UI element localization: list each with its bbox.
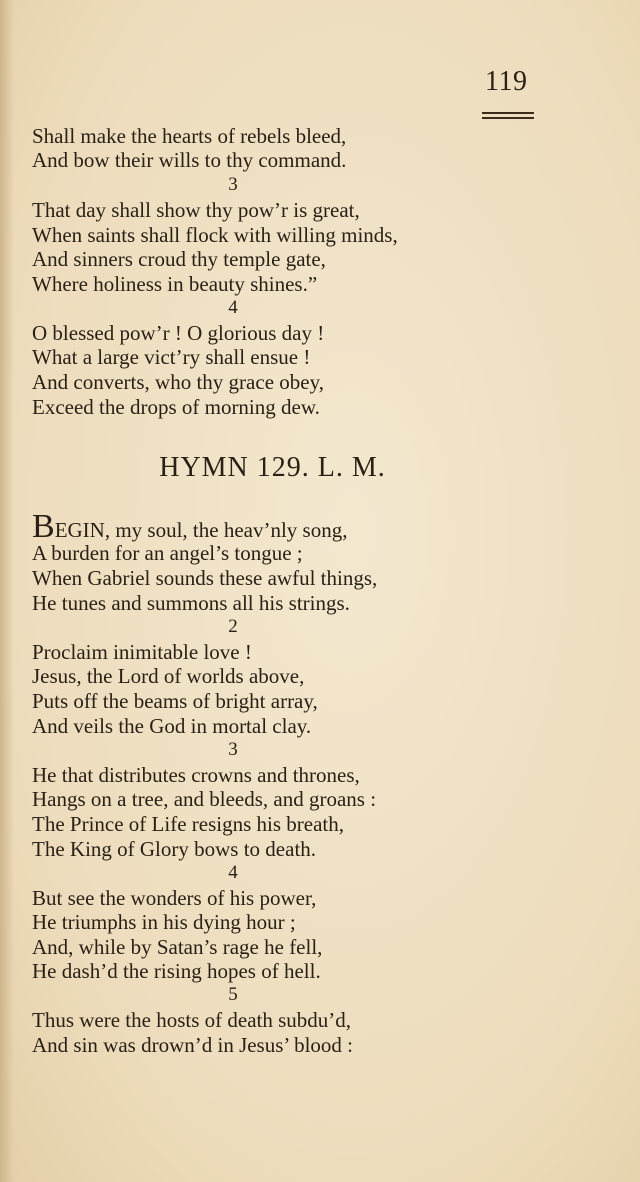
verse-line: When saints shall flock with willing minds, [32, 223, 398, 247]
stanza-number: 4 [228, 297, 238, 318]
verse-line: He tunes and summons all his strings. [32, 591, 350, 615]
verse-line: And veils the God in mortal clay. [32, 714, 312, 738]
verse-line: Shall make the hearts of rebels bleed, [32, 124, 347, 148]
stanza-number: 3 [228, 174, 238, 195]
stanza-number: 3 [228, 739, 238, 760]
verse-line: O blessed pow’r ! O glorious day ! [32, 321, 325, 345]
verse-line: Proclaim inimitable love ! [32, 640, 252, 664]
verse-line: And, while by Satan’s rage he fell, [32, 935, 323, 959]
verse-line: And sin was drown’d in Jesus’ blood : [32, 1033, 354, 1057]
stanza-number: 5 [228, 984, 238, 1005]
verse-line: He that distributes crowns and thrones, [32, 763, 360, 787]
verse-line: And converts, who thy grace obey, [32, 370, 324, 394]
verse-line: And sinners croud thy temple gate, [32, 247, 326, 271]
verse-line: The King of Glory bows to death. [32, 837, 317, 861]
stanza-number: 2 [228, 616, 238, 637]
hymn-title: HYMN 129. L. M. [159, 452, 386, 483]
verse-line: A burden for an angel’s tongue ; [32, 541, 303, 565]
verse-line: But see the wonders of his power, [32, 886, 317, 910]
verse-line: What a large vict’ry shall ensue ! [32, 345, 311, 369]
verse-line: When Gabriel sounds these awful things, [32, 566, 378, 590]
verse-line-first [32, 508, 348, 545]
verse-line: And bow their wills to thy command. [32, 148, 347, 172]
header-rule [482, 117, 534, 119]
verse-line: The Prince of Life resigns his breath, [32, 812, 344, 836]
verse-line: Exceed the drops of morning dew. [32, 395, 320, 419]
verse-line: Where holiness in beauty shines.” [32, 272, 318, 296]
verse-line: Thus were the hosts of death subdu’d, [32, 1008, 352, 1032]
page-number: 119 [485, 66, 528, 97]
verse-line: He dash’d the rising hopes of hell. [32, 959, 321, 983]
verse-line: He triumphs in his dying hour ; [32, 910, 296, 934]
header-rule [482, 112, 534, 114]
stanza-number: 4 [228, 862, 238, 883]
verse-line: Hangs on a tree, and bleeds, and groans : [32, 787, 377, 811]
verse-line: Jesus, the Lord of worlds above, [32, 664, 305, 688]
drop-cap: B [32, 508, 55, 545]
first-line-text: EGIN, my soul, the heav’nly song, [54, 518, 348, 542]
verse-line: That day shall show thy pow’r is great, [32, 198, 360, 222]
verse-line: Puts off the beams of bright array, [32, 689, 318, 713]
